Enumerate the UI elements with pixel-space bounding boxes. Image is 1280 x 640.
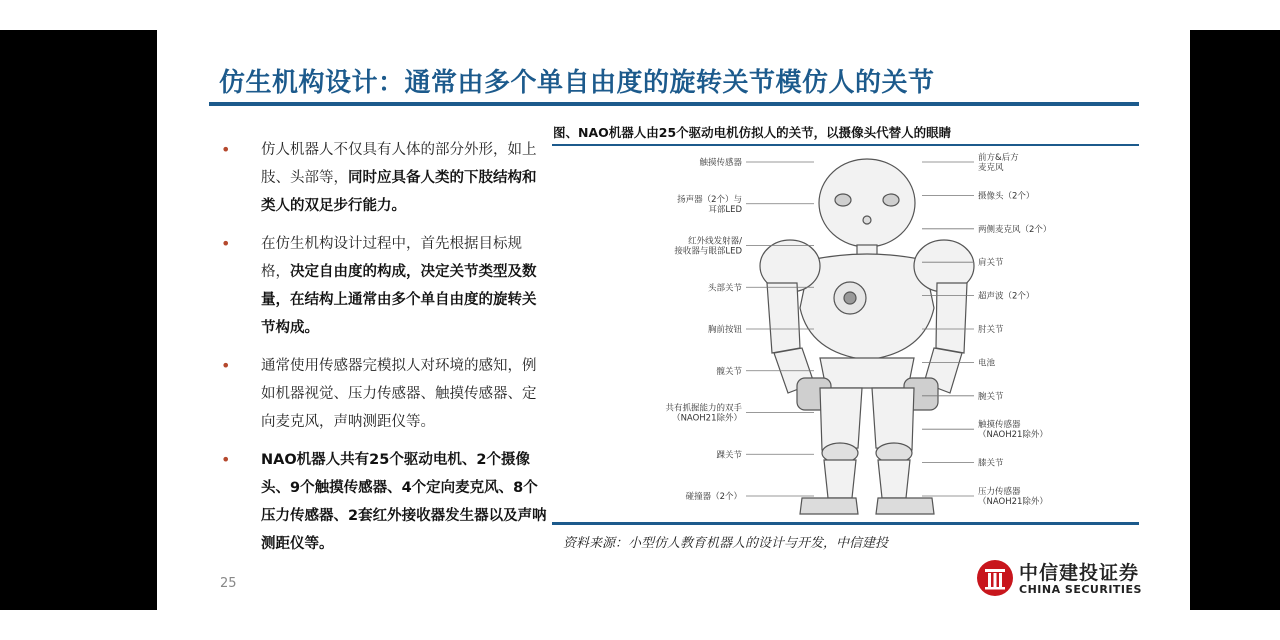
left-shin [824,460,856,498]
bullet-dot-icon: • [221,450,231,469]
callout-label: 两侧麦克风（2个） [978,224,1052,235]
bullet-text: 通常使用传感器完模拟人对环境的感知，例如机器视觉、压力传感器、触摸传感器、定向麦克风，声呐测距仪等。 [261,358,537,430]
nao-robot-diagram [552,148,1139,518]
robot-eye-left [835,194,851,206]
callout-label: 摄像头（2个） [978,191,1035,202]
logo-name: 中信建投证券 [1019,562,1140,584]
bullet-item [217,136,547,220]
slide [157,30,1190,610]
bullet-text: 在仿生机构设计过程中，首先根据目标规格， [261,236,522,280]
callout-label: 扬声器（2个）与耳部LED [677,194,742,215]
callout-label: 压力传感器（NAOH21除外） [978,487,1048,507]
chest-button [844,292,856,304]
callout-label: 腕关节 [978,391,1004,402]
page-number: 25 [220,576,237,591]
robot-figure [552,148,1139,518]
callout-label: 头部关节 [707,283,742,294]
robot-illustration [760,159,974,514]
robot-eye-right [883,194,899,206]
bullet-dot-icon: • [221,140,231,159]
bullet-item [217,230,547,342]
company-logo [975,558,1145,600]
bullet-text: 决定自由度的构成，决定关节类型及数量，在结构上通常由多个单自由度的旋转关节构成。 [261,264,537,336]
callout-label: 共有抓握能力的双手（NAOH21除外） [665,403,742,424]
right-foot [876,498,934,514]
robot-hip [820,358,914,388]
bullet-list [217,136,547,568]
callout-label: 触摸传感器（NAOH21除外） [978,420,1048,441]
callout-label: 踝关节 [716,450,742,461]
bullet-text: 同时应具备人类的下肢结构和类人的双足步行能力。 [261,170,537,214]
left-thigh [820,388,862,450]
bullet-item [217,446,547,558]
logo-name-en: CHINA SECURITIES [1019,583,1142,596]
bullet-text: 仿人机器人不仅具有人体的部分外形，如上肢、头部等， [261,142,537,186]
robot-head [819,159,915,247]
right-thigh [872,388,914,450]
figure-source: 资料来源：小型仿人教育机器人的设计与开发，中信建投 [563,536,889,551]
callout-label: 红外线发射器/接收器与眼部LED [674,236,742,257]
china-securities-emblem-icon [975,558,1015,598]
callout-label: 肩关节 [978,258,1004,269]
figure-bottom-rule [552,522,1139,525]
bullet-text: NAO机器人共有25个驱动电机、2个摄像头、9个触摸传感器、4个定向麦克风、8个压力传感器、2套红外接收器发生器以及声呐测距仪等。 [261,452,547,552]
left-upper-arm [767,283,800,353]
callout-label: 髋关节 [716,366,742,377]
callout-label: 胸前按钮 [707,325,742,335]
callout-label: 超声波（2个） [978,291,1035,302]
right-upper-arm [936,283,967,353]
bullet-item [217,352,547,436]
callout-label: 膝关节 [978,458,1004,469]
callout-label: 触摸传感器 [699,158,742,168]
title-underline [209,102,1139,106]
left-foot [800,498,858,514]
figure-top-rule [552,144,1139,146]
slide-title: 仿生机构设计：通常由多个单自由度的旋转关节模仿人的关节 [219,68,935,98]
callout-label: 电池 [978,358,996,369]
robot-camera [863,216,871,224]
callout-label: 碰撞器（2个） [685,492,742,502]
figure-caption: 图、NAO机器人由25个驱动电机仿拟人的关节，以摄像头代替人的眼睛 [553,125,952,140]
callout-label: 前方&后方麦克风 [978,153,1019,173]
right-shin [878,460,910,498]
bullet-dot-icon: • [221,234,231,253]
bullet-dot-icon: • [221,356,231,375]
callout-label: 肘关节 [978,325,1004,335]
